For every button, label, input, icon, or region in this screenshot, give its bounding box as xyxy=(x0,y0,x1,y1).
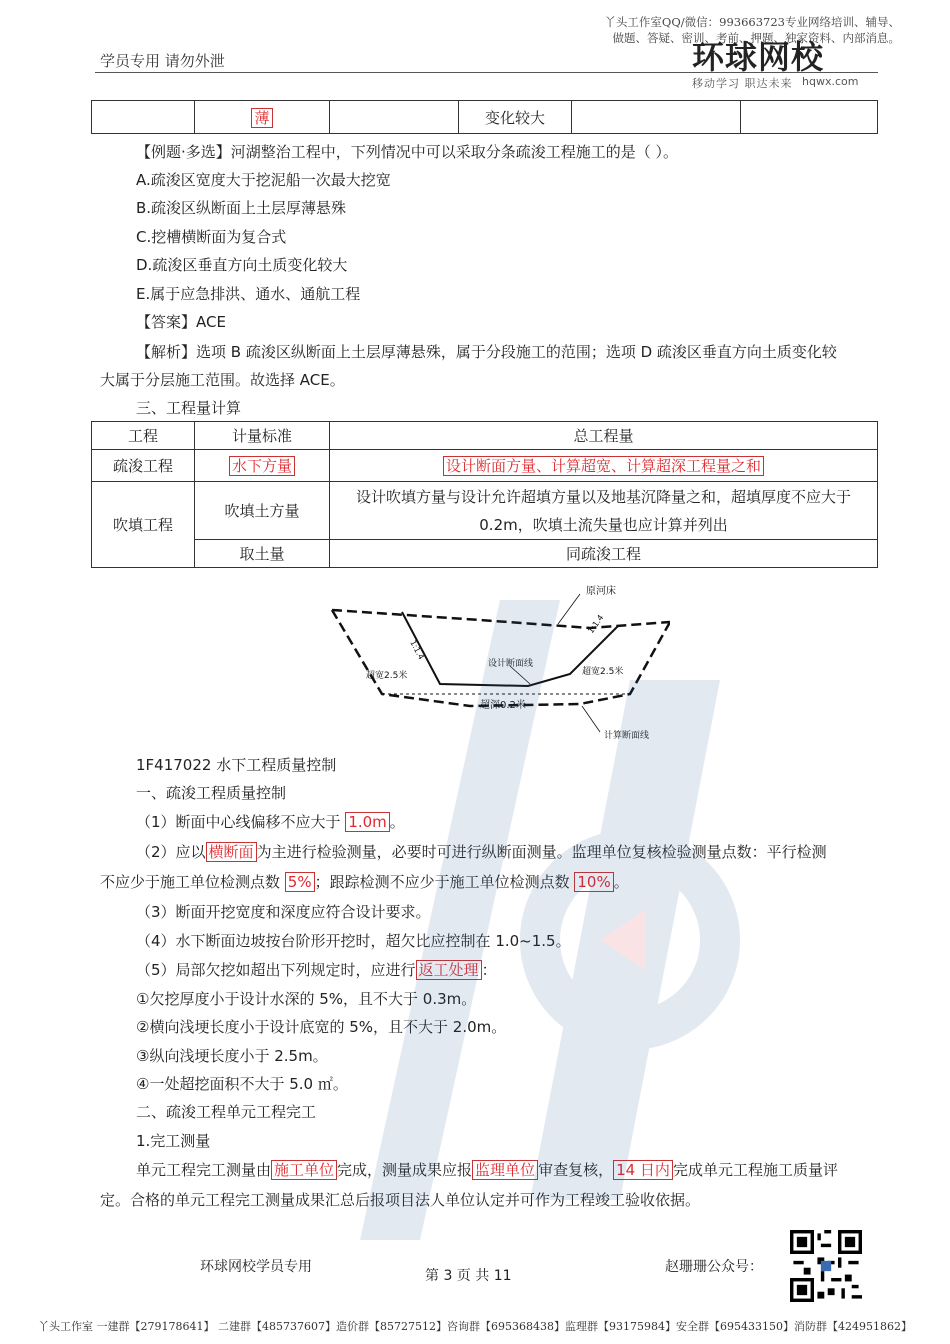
qc-subtitle-1: 一、疏浚工程质量控制 xyxy=(136,784,287,802)
label-over-depth: 超深0.2米 xyxy=(480,700,526,711)
qc-keyword: 14 日内 xyxy=(613,1160,673,1180)
qc-text: 不应少于施工单位检测点数 xyxy=(100,873,285,891)
top-table-keyword: 薄 xyxy=(251,108,272,128)
example-option-b: B.疏浚区纵断面上土层厚薄悬殊 xyxy=(136,199,347,217)
qc-keyword: 1.0m xyxy=(345,812,389,832)
quantity-table-header: 工程 xyxy=(92,422,195,450)
label-design-section: 设计断面线 xyxy=(488,659,534,669)
header-ad-line1: 丫头工作室QQ/微信：993663723专业网络培训、辅导、 xyxy=(604,15,900,29)
qc-text: ；跟踪检测不应少于施工单位检测点数 xyxy=(314,873,575,891)
footer-group-list: 丫头工作室 一建群【279178641】 二建群【485737607】造价群【85727512】咨询群【695368438】监理群【93175984】安全群【695433150】消防群【424951862】 xyxy=(38,1320,912,1333)
qc-paragraph-3: （3）断面开挖宽度和深度应符合设计要求。 xyxy=(136,903,431,921)
quantity-table xyxy=(91,421,878,568)
qc-text: （1）断面中心线偏移不应大于 xyxy=(136,813,346,831)
example-answer: 【答案】ACE xyxy=(136,313,226,331)
quantity-table-header: 计量标准 xyxy=(195,422,330,450)
qc-paragraph-5 xyxy=(136,959,497,980)
calc-leader-line xyxy=(582,706,600,732)
qc-text: ： xyxy=(481,961,497,979)
footer-left: 环球网校学员专用 xyxy=(200,1259,312,1275)
qc-text: 单元工程完工测量由 xyxy=(136,1161,272,1179)
quantity-table-cell xyxy=(330,482,878,540)
qc-subtitle-2: 二、疏浚工程单元工程完工 xyxy=(136,1103,317,1121)
qc-text: 完成，测量成果应报 xyxy=(337,1161,473,1179)
qc-text: 为主进行检验测量，必要时可进行纵断面测量。监理单位复核检验测量点数：平行检测 xyxy=(256,843,827,861)
quantity-table-cell: 疏浚工程 xyxy=(92,450,195,482)
top-table-cell xyxy=(330,101,459,134)
qc-item-1: ①欠挖厚度小于设计水深的 5%，且不大于 0.3m。 xyxy=(136,990,477,1008)
qc-title: 1F417022 水下工程质量控制 xyxy=(136,756,337,774)
example-option-d: D.疏浚区垂直方向土质变化较大 xyxy=(136,256,348,274)
label-over-width-right: 超宽2.5米 xyxy=(582,667,624,677)
example-analysis-line1: 【解析】选项 B 疏浚区纵断面上土层厚薄悬殊，属于分段施工的范围；选项 D 疏浚区垂直方向土质变化较 xyxy=(136,343,837,361)
label-slope-left: 1:1.4 xyxy=(408,638,426,662)
qc-item-4: ④一处超挖面积不大于 5.0 ㎡。 xyxy=(136,1075,348,1093)
calc-section-line xyxy=(332,610,670,706)
qc-paragraph-2 xyxy=(136,841,827,862)
page-number: 第 3 页 共 11 xyxy=(425,1268,512,1284)
example-question: 【例题·多选】河湖整治工程中，下列情况中可以采取分条疏浚工程施工的是（ ）。 xyxy=(136,143,679,161)
qc-paragraph-4: （4）水下断面边坡按台阶形开挖时，超欠比应控制在 1.0~1.5。 xyxy=(136,932,571,950)
example-option-c: C.挖槽横断面为复合式 xyxy=(136,228,287,246)
top-table-cell xyxy=(572,101,741,134)
label-over-width-left: 超宽2.5米 xyxy=(366,671,408,681)
header-ad-line2: 做题、答疑、密训、考前、押题、独家资料、内部消息。 xyxy=(612,31,900,45)
qc-paragraph-1 xyxy=(136,811,405,832)
qc-unit-paragraph xyxy=(136,1159,838,1180)
quantity-table-cell: 同疏浚工程 xyxy=(330,540,878,568)
brand-url: hqwx.com xyxy=(802,75,859,88)
dredging-section-diagram xyxy=(330,582,670,744)
bed-leader-line xyxy=(558,594,580,624)
example-analysis-line2: 大属于分层施工范围。故选择 ACE。 xyxy=(100,371,345,389)
quantity-table-text: 0.2m，吹填土流失量也应计算并列出 xyxy=(479,515,728,534)
qc-keyword: 返工处理 xyxy=(416,960,482,980)
qc-item-2: ②横向浅埂长度小于设计底宽的 5%，且不大于 2.0m。 xyxy=(136,1018,507,1036)
qc-keyword: 施工单位 xyxy=(271,1160,337,1180)
label-slope-right: 1:1.4 xyxy=(586,613,606,636)
example-option-a: A.疏浚区宽度大于挖泥船一次最大挖宽 xyxy=(136,171,391,189)
brand-slogan: 移动学习 职达未来 xyxy=(692,77,793,90)
qc-text: 完成单元工程施工质量评 xyxy=(672,1161,838,1179)
qc-paragraph-2b xyxy=(100,871,629,892)
quantity-table-cell: 取土量 xyxy=(195,540,330,568)
qc-keyword: 监理单位 xyxy=(472,1160,538,1180)
label-original-bed: 原河床 xyxy=(586,586,616,597)
qr-code-icon xyxy=(790,1230,862,1302)
brand-logo: 环球网校 xyxy=(692,38,825,76)
quantity-table-keyword: 设计断面方量、计算超宽、计算超深工程量之和 xyxy=(443,456,764,476)
qc-item-3: ③纵向浅埂长度小于 2.5m。 xyxy=(136,1047,328,1065)
qc-text: （2）应以 xyxy=(136,843,206,861)
quantity-table-header: 总工程量 xyxy=(330,422,878,450)
qc-keyword: 横断面 xyxy=(206,842,257,862)
quantity-table-cell: 吹填土方量 xyxy=(195,482,330,540)
top-table-cell xyxy=(195,101,330,134)
top-table-cell xyxy=(741,101,878,134)
qc-text: （5）局部欠挖如超出下列规定时，应进行 xyxy=(136,961,416,979)
quantity-table-cell: 吹填工程 xyxy=(92,482,195,568)
section-title-quantity: 三、工程量计算 xyxy=(136,399,242,417)
qc-keyword: 10% xyxy=(574,872,613,892)
qc-text: 审查复核， xyxy=(538,1161,614,1179)
qc-subtitle-2a: 1.完工测量 xyxy=(136,1132,211,1150)
quantity-table-keyword: 水下方量 xyxy=(229,456,295,476)
quantity-table-cell xyxy=(195,450,330,482)
qc-unit-paragraph-2: 定。合格的单元工程完工测量成果汇总后报项目法人单位认定并可作为工程竣工验收依据。 xyxy=(100,1191,701,1209)
top-table-cell xyxy=(92,101,195,134)
original-bed-line xyxy=(332,610,670,628)
quantity-table-text: 设计吹填方量与设计允许超填方量以及地基沉降量之和，超填厚度不应大于 xyxy=(355,487,851,506)
top-table-cell: 变化较大 xyxy=(459,101,572,134)
header-left-text: 学员专用 请勿外泄 xyxy=(100,52,225,70)
top-table xyxy=(91,100,878,134)
qc-text: 。 xyxy=(613,873,629,891)
example-option-e: E.属于应急排洪、通水、通航工程 xyxy=(136,285,361,303)
quantity-table-cell xyxy=(330,450,878,482)
qc-keyword: 5% xyxy=(285,872,315,892)
label-calc-section: 计算断面线 xyxy=(604,731,650,741)
qc-text: 。 xyxy=(389,813,405,831)
footer-right: 赵珊珊公众号： xyxy=(665,1259,763,1275)
